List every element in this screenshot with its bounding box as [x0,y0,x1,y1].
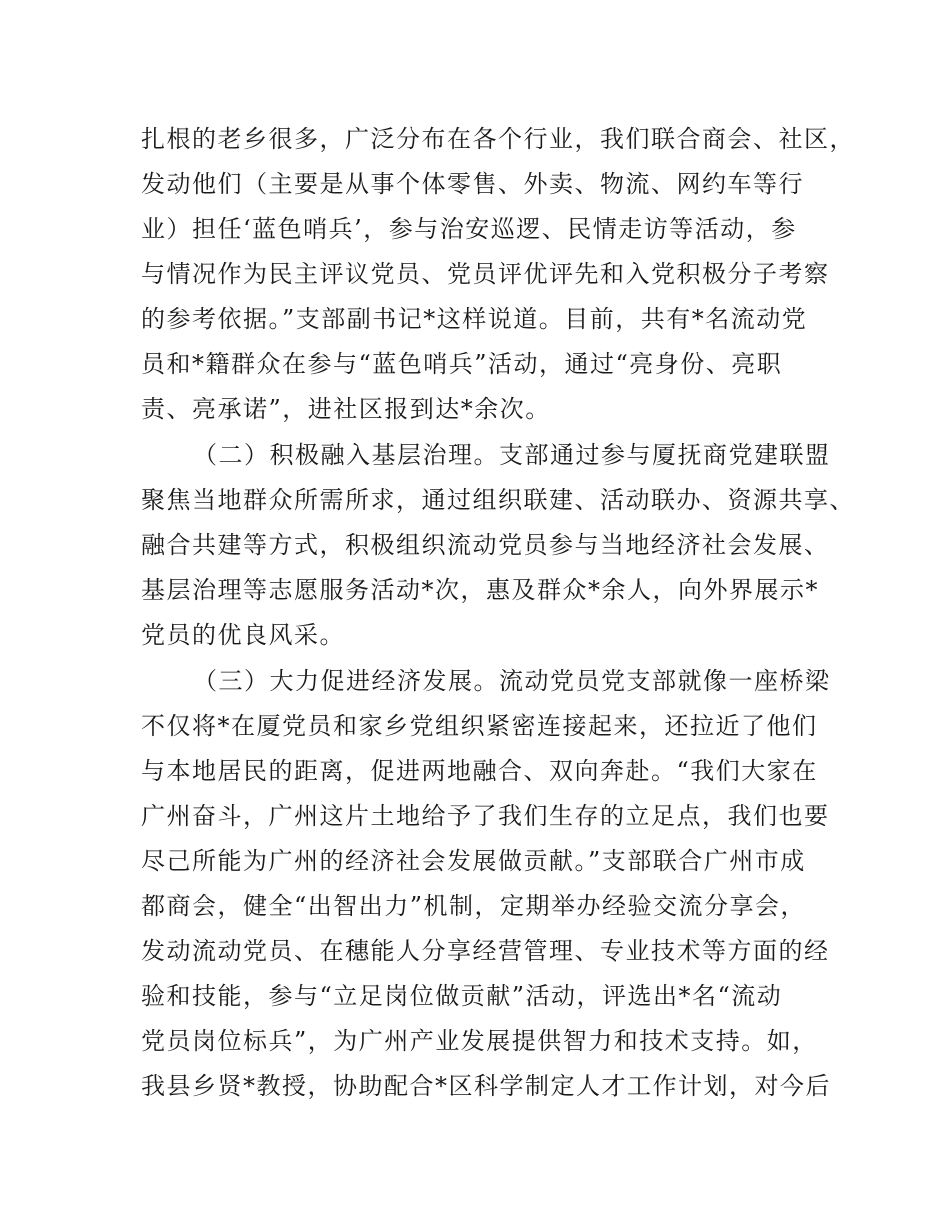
paragraph-heading-line: （三）大力促进经济发展。流动党员党支部就像一座桥梁 [193,667,831,695]
text-line: 扎根的老乡很多，广泛分布在各个行业，我们联合商会、社区， [141,125,855,153]
text-line: 党员的优良风采。 [141,621,345,649]
text-line: 党员岗位标兵”，为广州产业发展提供智力和技术支持。如， [141,1027,818,1055]
text-line: 员和*籍群众在参与“蓝色哨兵”活动，通过“亮身份、亮职 [141,350,783,378]
text-line: 都商会，健全“出智出力”机制，定期举办经验交流分享会， [141,892,807,920]
text-line: 广州奋斗，广州这片土地给予了我们生存的立足点，我们也要 [141,802,830,830]
text-line: 与情况作为民主评议党员、党员评优评先和入党积极分子考察 [141,260,830,288]
text-line: 的参考依据。”支部副书记*这样说道。目前，共有*名流动党 [141,305,808,333]
text-line: 尽己所能为广州的经济社会发展做贡献。”支部联合广州市成 [141,847,806,875]
paragraph-heading-line: （二）积极融入基层治理。支部通过参与厦抚商党建联盟 [193,441,831,469]
text-line: 聚焦当地群众所需所求，通过组织联建、活动联办、资源共享、 [141,486,855,514]
text-line: 与本地居民的距离，促进两地融合、双向奔赴。“我们大家在 [141,757,818,785]
text-line: 业）担任‘蓝色哨兵’，参与治安巡逻、民情走访等活动，参 [141,215,797,243]
text-line: 基层治理等志愿服务活动*次，惠及群众*余人，向外界展示* [141,576,819,604]
text-line: 发动他们（主要是从事个体零售、外卖、物流、网约车等行 [141,170,804,198]
text-line: 责、亮承诺”，进社区报到达*余次。 [141,395,551,423]
text-line: 发动流动党员、在穗能人分享经营管理、专业技术等方面的经 [141,937,830,965]
text-line: 不仅将*在厦党员和家乡党组织紧密连接起来，还拉近了他们 [141,712,818,740]
text-line: 融合共建等方式，积极组织流动党员参与当地经济社会发展、 [141,531,830,559]
text-line: 我县乡贤*教授，协助配合*区科学制定人才工作计划，对今后 [141,1072,831,1100]
text-line: 验和技能，参与“立足岗位做贡献”活动，评选出*名“流动 [141,982,783,1010]
